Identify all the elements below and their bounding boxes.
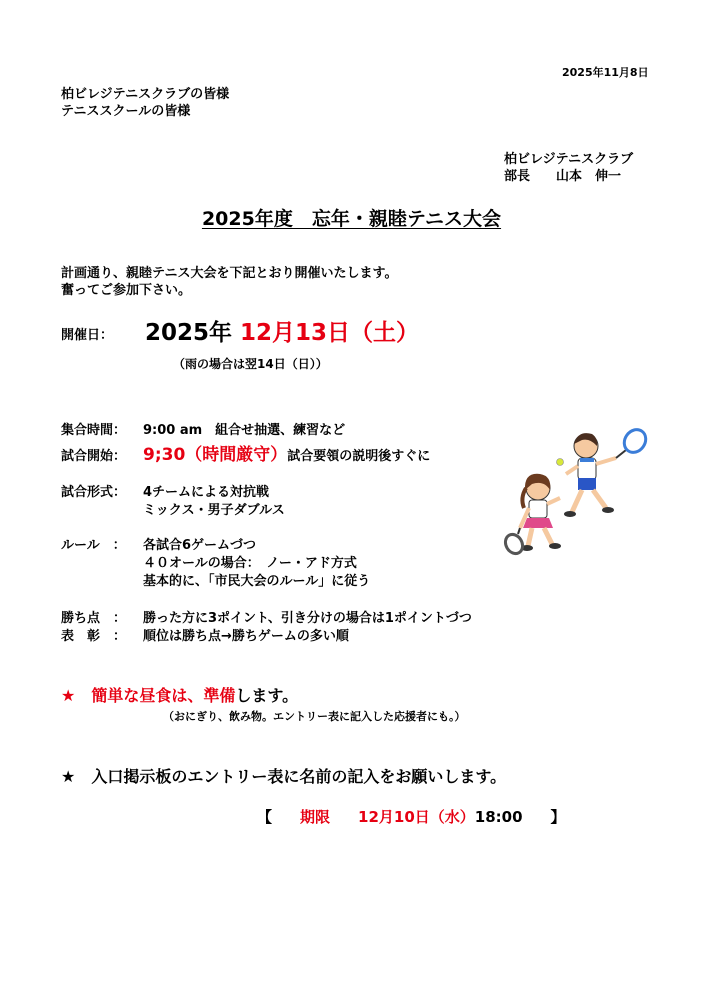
award-label: 表 彰 ：	[61, 629, 127, 644]
deadline-time: 18:00	[474, 808, 523, 826]
page-title	[0, 204, 703, 231]
intro-line-1: 計画通り、親睦テニス大会を下記とおり開催いたします。	[61, 266, 398, 281]
tennis-players-icon	[498, 428, 658, 560]
start-time-row	[61, 440, 430, 465]
deadline	[257, 806, 566, 827]
points-row	[61, 607, 472, 626]
star-icon: ★	[61, 767, 76, 786]
format-row	[61, 481, 269, 500]
start-time-label: 試合開始：	[61, 449, 127, 464]
deadline-date: 12月10日（水）	[358, 808, 475, 826]
rule-line-1: 各試合6ゲームづつ	[143, 538, 257, 553]
gather-time-value: 9:00 am 組合せ抽選、練習など	[143, 423, 346, 438]
event-date-label: 開催日：	[61, 328, 114, 343]
award-row	[61, 625, 349, 644]
sender-organization: 柏ビレジテニスクラブ	[504, 152, 634, 167]
event-year: 2025年	[145, 320, 233, 346]
addressee-club: 柏ビレジテニスクラブの皆様	[61, 87, 230, 102]
rule-row	[61, 534, 256, 553]
event-date	[145, 314, 419, 347]
rule-line-3: 基本的に、「市民大会のルール」に従う	[143, 574, 371, 589]
lunch-black-text: します。	[235, 686, 299, 705]
girl-player-icon	[502, 474, 561, 557]
format-line-1: 4チームによる対抗戦	[143, 485, 270, 500]
event-day: 12月13日（土）	[240, 320, 420, 346]
lunch-note: （おにぎり、飲み物。エントリー表に記入した応援者にも。）	[163, 710, 466, 723]
gather-time-row	[61, 419, 345, 438]
gather-time-label: 集合時間：	[61, 423, 127, 438]
format-label: 試合形式：	[61, 485, 127, 500]
entry-text: 入口掲示板のエントリー表に名前の記入をお願いします。	[91, 767, 507, 786]
rule-label: ルール ：	[61, 538, 126, 553]
document-date: 2025年11月8日	[562, 66, 649, 79]
tennis-ball-icon	[557, 459, 564, 466]
entry-notice	[61, 764, 506, 787]
deadline-label: 期限	[300, 808, 331, 826]
boy-player-icon	[564, 428, 650, 517]
deadline-open-bracket: 【	[257, 808, 273, 826]
star-icon: ★	[61, 686, 76, 705]
format-line-2: ミックス・男子ダブルス	[143, 503, 285, 518]
deadline-close-bracket: 】	[550, 808, 566, 826]
award-value: 順位は勝ち点→勝ちゲームの多い順	[143, 629, 349, 644]
lunch-red-text: 簡単な昼食は、準備	[91, 686, 236, 705]
points-value: 勝った方に3ポイント、引き分けの場合は1ポイントづつ	[143, 611, 472, 626]
rain-note: （雨の場合は翌14日（日））	[173, 357, 328, 371]
start-time-note: 試合要領の説明後すぐに	[287, 449, 431, 464]
lunch-notice	[61, 683, 298, 706]
rule-line-2: ４０オールの場合： ノー・アド方式	[143, 556, 357, 571]
start-time-value: 9;30（時間厳守）	[143, 445, 288, 465]
sender-name: 部長 山本 伸一	[504, 169, 622, 184]
page-title-text: 2025年度 忘年・親睦テニス大会	[201, 208, 502, 230]
intro-line-2: 奮ってご参加下さい。	[61, 283, 192, 298]
addressee-school: テニススクールの皆様	[61, 104, 191, 119]
points-label: 勝ち点 ：	[61, 611, 127, 626]
